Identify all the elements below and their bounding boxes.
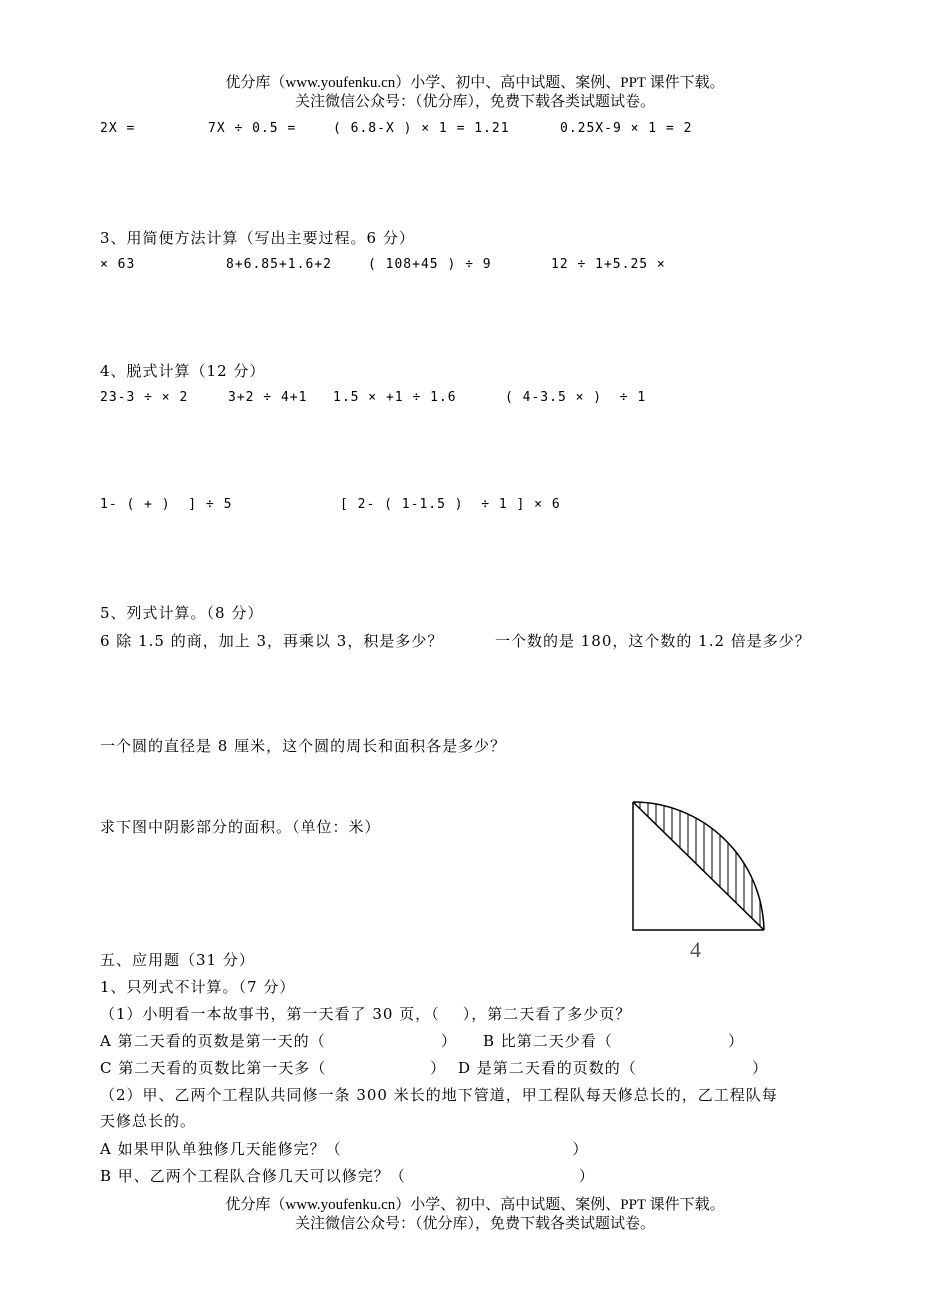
equation-3: ( 6.8-X ) × 1 = 1.21 xyxy=(333,121,510,136)
s5-question-2: 一个数的是 180，这个数的 1.2 倍是多少？ xyxy=(495,632,811,650)
app-problem-2-line-2: 天修总长的。 xyxy=(100,1112,197,1130)
equation-2: 7X ÷ 0.5 = xyxy=(208,121,297,136)
s4-item-6: [ 2- ( 1-1.5 ) ÷ 1 ] × 6 xyxy=(340,497,561,512)
header-line-1: 优分库（www.youfenku.cn）小学、初中、高中试题、案例、PPT 课件下载。 xyxy=(225,75,725,91)
app-problem-1: （1）小明看一本故事书，第一天看了 30 页，（ ），第二天看了多少页？ xyxy=(100,1005,632,1023)
s4-item-4: ( 4-3.5 × ) ÷ 1 xyxy=(505,390,647,405)
s4-item-1: 23-3 ÷ × 2 xyxy=(100,390,189,405)
section-5-title: 5、列式计算。（8 分） xyxy=(100,604,264,622)
app-title: 五、应用题（31 分） xyxy=(100,951,255,969)
s4-item-2: 3+2 ÷ 4+1 xyxy=(228,390,308,405)
section-4-title: 4、脱式计算（12 分） xyxy=(100,362,266,380)
app-option-b: B 比第二天少看（ ） xyxy=(483,1032,745,1050)
s3-item-1: × 63 xyxy=(100,257,136,272)
s3-item-4: 12 ÷ 1+5.25 × xyxy=(551,257,666,272)
header-line-2: 关注微信公众号：（优分库），免费下载各类试题试卷。 xyxy=(294,94,655,110)
app-option-a: A 第二天看的页数是第一天的（ ） xyxy=(100,1032,457,1050)
s3-item-2: 8+6.85+1.6+2 xyxy=(226,257,332,272)
figure-label: 4 xyxy=(690,937,701,962)
app-problem-2-line-1: （2）甲、乙两个工程队共同修一条 300 米长的地下管道，甲工程队每天修总长的，乙工程队每 xyxy=(100,1086,778,1104)
app-option-d: D 是第二天看的页数的（ ） xyxy=(458,1059,769,1077)
section-3-title: 3、用简便方法计算（写出主要过程。6 分） xyxy=(100,229,415,247)
s4-item-3: 1.5 × +1 ÷ 1.6 xyxy=(333,390,457,405)
footer-line-2: 关注微信公众号：（优分库），免费下载各类试题试卷。 xyxy=(294,1216,655,1232)
app-option-c: C 第二天看的页数比第一天多（ ） xyxy=(100,1059,447,1077)
s5-question-4: 求下图中阴影部分的面积。（单位：米） xyxy=(100,818,381,836)
s3-item-3: ( 108+45 ) ÷ 9 xyxy=(368,257,492,272)
s5-question-1: 6 除 1.5 的商，加上 3，再乘以 3，积是多少？ xyxy=(100,632,444,650)
app-question-b: B 甲、乙两个工程队合修几天可以修完？（ ） xyxy=(100,1167,595,1185)
s4-item-5: 1- ( + ) ] ÷ 5 xyxy=(100,497,233,512)
shaded-area-figure xyxy=(630,800,770,965)
footer-line-1: 优分库（www.youfenku.cn）小学、初中、高中试题、案例、PPT 课件下载。 xyxy=(225,1197,725,1213)
equation-4: 0.25X-9 × 1 = 2 xyxy=(560,121,693,136)
equation-1: 2X = xyxy=(100,121,136,136)
app-sub-1: 1、只列式不计算。（7 分） xyxy=(100,978,296,996)
app-question-a: A 如果甲队单独修几天能修完？（ ） xyxy=(100,1140,589,1158)
s5-question-3: 一个圆的直径是 8 厘米，这个圆的周长和面积各是多少？ xyxy=(100,737,507,755)
